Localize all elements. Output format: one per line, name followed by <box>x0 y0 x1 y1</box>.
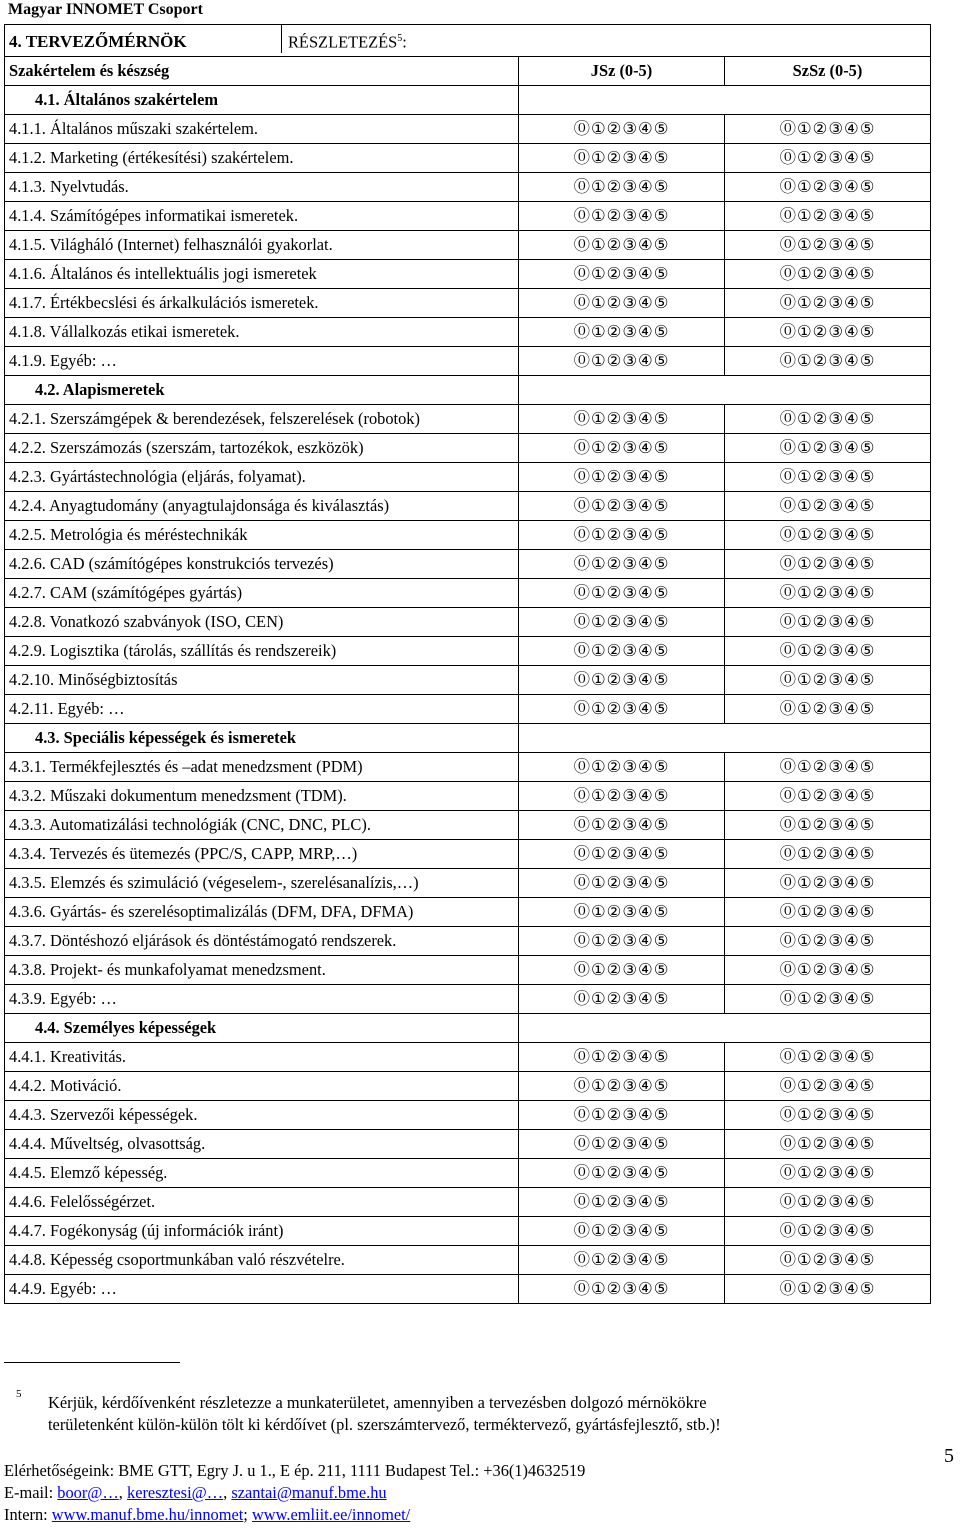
footnote-number: 5 <box>16 1388 22 1400</box>
jsz-rating-scale[interactable]: ⓪①②③④⑤ <box>519 1188 725 1217</box>
url-link-manuf[interactable]: www.manuf.bme.hu/innomet <box>51 1505 244 1524</box>
szsz-rating-scale[interactable]: ⓪①②③④⑤ <box>725 115 931 144</box>
szsz-rating-scale[interactable]: ⓪①②③④⑤ <box>725 1217 931 1246</box>
column-header-row <box>5 57 931 86</box>
jsz-rating-scale[interactable]: ⓪①②③④⑤ <box>519 1246 725 1275</box>
skill-label: 4.3.2. Műszaki dokumentum menedzsment (TDM). <box>5 782 519 811</box>
jsz-rating-scale[interactable]: ⓪①②③④⑤ <box>519 637 725 666</box>
jsz-rating-scale[interactable]: ⓪①②③④⑤ <box>519 202 725 231</box>
section-title: 4.3. Speciális képességek és ismeretek <box>5 724 519 753</box>
jsz-rating-scale[interactable]: ⓪①②③④⑤ <box>519 492 725 521</box>
szsz-rating-scale[interactable]: ⓪①②③④⑤ <box>725 1101 931 1130</box>
szsz-rating-scale[interactable]: ⓪①②③④⑤ <box>725 318 931 347</box>
skill-row <box>5 405 931 434</box>
skill-label: 4.1.4. Számítógépes informatikai ismeretek. <box>5 202 519 231</box>
section-title: 4.4. Személyes képességek <box>5 1014 519 1043</box>
szsz-rating-scale[interactable]: ⓪①②③④⑤ <box>725 956 931 985</box>
szsz-rating-scale[interactable]: ⓪①②③④⑤ <box>725 1159 931 1188</box>
szsz-rating-scale[interactable]: ⓪①②③④⑤ <box>725 637 931 666</box>
jsz-rating-scale[interactable]: ⓪①②③④⑤ <box>519 666 725 695</box>
szsz-rating-scale[interactable]: ⓪①②③④⑤ <box>725 144 931 173</box>
szsz-rating-scale[interactable]: ⓪①②③④⑤ <box>725 202 931 231</box>
szsz-rating-scale[interactable]: ⓪①②③④⑤ <box>725 1188 931 1217</box>
col-header-skill: Szakértelem és készség <box>5 57 519 86</box>
skill-row <box>5 463 931 492</box>
jsz-rating-scale[interactable]: ⓪①②③④⑤ <box>519 1043 725 1072</box>
szsz-rating-scale[interactable]: ⓪①②③④⑤ <box>725 753 931 782</box>
section-header-row <box>5 1014 931 1043</box>
contact-urls: Intern: www.manuf.bme.hu/innomet; www.emliit.ee/innomet/ <box>4 1505 411 1524</box>
szsz-rating-scale[interactable]: ⓪①②③④⑤ <box>725 260 931 289</box>
footnote-divider <box>4 1362 180 1363</box>
skill-label: 4.2.5. Metrológia és méréstechnikák <box>5 521 519 550</box>
jsz-rating-scale[interactable]: ⓪①②③④⑤ <box>519 521 725 550</box>
form-title-row <box>5 25 931 57</box>
skill-row <box>5 144 931 173</box>
skill-row <box>5 347 931 376</box>
skill-row <box>5 231 931 260</box>
skill-label: 4.2.7. CAM (számítógépes gyártás) <box>5 579 519 608</box>
form-subtitle: RÉSZLETEZÉS$^5$: <box>281 25 407 53</box>
skill-row <box>5 869 931 898</box>
skill-label: 4.3.9. Egyéb: … <box>5 985 519 1014</box>
jsz-rating-scale[interactable]: ⓪①②③④⑤ <box>519 608 725 637</box>
skill-label: 4.4.8. Képesség csoportmunkában való részvételre. <box>5 1246 519 1275</box>
szsz-rating-scale[interactable]: ⓪①②③④⑤ <box>725 173 931 202</box>
skill-label: 4.3.6. Gyártás- és szerelésoptimalizálás (DFM, DFA, DFMA) <box>5 898 519 927</box>
skill-label: 4.3.5. Elemzés és szimuláció (végeselem-, szerelésanalízis,…) <box>5 869 519 898</box>
jsz-rating-scale[interactable]: ⓪①②③④⑤ <box>519 405 725 434</box>
jsz-rating-scale[interactable]: ⓪①②③④⑤ <box>519 463 725 492</box>
skill-row <box>5 434 931 463</box>
szsz-rating-scale[interactable]: ⓪①②③④⑤ <box>725 695 931 724</box>
szsz-rating-scale[interactable]: ⓪①②③④⑤ <box>725 840 931 869</box>
jsz-rating-scale[interactable]: ⓪①②③④⑤ <box>519 869 725 898</box>
szsz-rating-scale[interactable]: ⓪①②③④⑤ <box>725 1043 931 1072</box>
skill-row <box>5 1246 931 1275</box>
skill-row <box>5 985 931 1014</box>
szsz-rating-scale[interactable]: ⓪①②③④⑤ <box>725 666 931 695</box>
skill-label: 4.1.7. Értékbecslési és árkalkulációs ismeretek. <box>5 289 519 318</box>
skill-row <box>5 1043 931 1072</box>
szsz-rating-scale[interactable]: ⓪①②③④⑤ <box>725 811 931 840</box>
skill-label: 4.1.1. Általános műszaki szakértelem. <box>5 115 519 144</box>
footnote-ref: 5 <box>397 33 403 44</box>
jsz-rating-scale[interactable]: ⓪①②③④⑤ <box>519 753 725 782</box>
skill-row <box>5 115 931 144</box>
jsz-rating-scale[interactable]: ⓪①②③④⑤ <box>519 985 725 1014</box>
skill-row <box>5 289 931 318</box>
jsz-rating-scale[interactable]: ⓪①②③④⑤ <box>519 898 725 927</box>
skill-row <box>5 637 931 666</box>
skill-row <box>5 1159 931 1188</box>
skill-row <box>5 318 931 347</box>
skill-row <box>5 782 931 811</box>
skill-label: 4.2.6. CAD (számítógépes konstrukciós tervezés) <box>5 550 519 579</box>
szsz-rating-scale[interactable]: ⓪①②③④⑤ <box>725 869 931 898</box>
skill-label: 4.4.5. Elemző képesség. <box>5 1159 519 1188</box>
jsz-rating-scale[interactable]: ⓪①②③④⑤ <box>519 550 725 579</box>
jsz-rating-scale[interactable]: ⓪①②③④⑤ <box>519 579 725 608</box>
skill-row <box>5 927 931 956</box>
skill-label: 4.4.1. Kreativitás. <box>5 1043 519 1072</box>
skill-label: 4.2.11. Egyéb: … <box>5 695 519 724</box>
skill-label: 4.3.4. Tervezés és ütemezés (PPC/S, CAPP, MRP,…) <box>5 840 519 869</box>
jsz-rating-scale[interactable]: ⓪①②③④⑤ <box>519 144 725 173</box>
skills-form-table <box>4 24 931 1304</box>
szsz-rating-scale[interactable]: ⓪①②③④⑤ <box>725 434 931 463</box>
jsz-rating-scale[interactable]: ⓪①②③④⑤ <box>519 1101 725 1130</box>
skill-label: 4.4.2. Motiváció. <box>5 1072 519 1101</box>
jsz-rating-scale[interactable]: ⓪①②③④⑤ <box>519 1130 725 1159</box>
section-title: 4.2. Alapismeretek <box>5 376 519 405</box>
skill-label: 4.3.8. Projekt- és munkafolyamat menedzsment. <box>5 956 519 985</box>
skill-label: 4.1.5. Világháló (Internet) felhasználói gyakorlat. <box>5 231 519 260</box>
skill-label: 4.4.6. Felelősségérzet. <box>5 1188 519 1217</box>
section-header-row <box>5 724 931 753</box>
skill-row <box>5 550 931 579</box>
skill-label: 4.4.7. Fogékonyság (új információk iránt) <box>5 1217 519 1246</box>
skill-row <box>5 1101 931 1130</box>
skill-row <box>5 608 931 637</box>
skill-row <box>5 666 931 695</box>
skill-label: 4.4.4. Műveltség, olvasottság. <box>5 1130 519 1159</box>
szsz-rating-scale[interactable]: ⓪①②③④⑤ <box>725 463 931 492</box>
szsz-rating-scale[interactable]: ⓪①②③④⑤ <box>725 289 931 318</box>
szsz-rating-scale[interactable]: ⓪①②③④⑤ <box>725 608 931 637</box>
szsz-rating-scale[interactable]: ⓪①②③④⑤ <box>725 898 931 927</box>
jsz-rating-scale[interactable]: ⓪①②③④⑤ <box>519 782 725 811</box>
skill-label: 4.2.3. Gyártástechnológia (eljárás, folyamat). <box>5 463 519 492</box>
skill-row <box>5 811 931 840</box>
jsz-rating-scale[interactable]: ⓪①②③④⑤ <box>519 811 725 840</box>
skill-label: 4.4.9. Egyéb: … <box>5 1275 519 1304</box>
szsz-rating-scale[interactable]: ⓪①②③④⑤ <box>725 927 931 956</box>
szsz-rating-scale[interactable]: ⓪①②③④⑤ <box>725 1130 931 1159</box>
szsz-rating-scale[interactable]: ⓪①②③④⑤ <box>725 782 931 811</box>
skill-row <box>5 1072 931 1101</box>
skill-label: 4.3.7. Döntéshozó eljárások és döntéstámogató rendszerek. <box>5 927 519 956</box>
col-header-jsz: JSz (0-5) <box>519 57 725 86</box>
jsz-rating-scale[interactable]: ⓪①②③④⑤ <box>519 1275 725 1304</box>
section-header-row <box>5 376 931 405</box>
email-link-boor[interactable]: boor@… <box>57 1483 119 1502</box>
jsz-rating-scale[interactable]: ⓪①②③④⑤ <box>519 840 725 869</box>
szsz-rating-scale[interactable]: ⓪①②③④⑤ <box>725 985 931 1014</box>
skill-row <box>5 1130 931 1159</box>
jsz-rating-scale[interactable]: ⓪①②③④⑤ <box>519 173 725 202</box>
szsz-rating-scale[interactable]: ⓪①②③④⑤ <box>725 231 931 260</box>
contact-emails: E-mail: boor@…, keresztesi@…, szantai@manuf.bme.hu <box>4 1483 387 1502</box>
skill-label: 4.1.6. Általános és intellektuális jogi ismeretek <box>5 260 519 289</box>
skill-row <box>5 492 931 521</box>
szsz-rating-scale[interactable]: ⓪①②③④⑤ <box>725 579 931 608</box>
skill-row <box>5 695 931 724</box>
skill-row <box>5 260 931 289</box>
jsz-rating-scale[interactable]: ⓪①②③④⑤ <box>519 260 725 289</box>
jsz-rating-scale[interactable]: ⓪①②③④⑤ <box>519 1159 725 1188</box>
col-header-szsz: SzSz (0-5) <box>725 57 931 86</box>
email-link-szantai[interactable]: szantai@manuf.bme.hu <box>231 1483 387 1502</box>
organization-name: Magyar INNOMET Csoport <box>8 1 203 18</box>
szsz-rating-scale[interactable]: ⓪①②③④⑤ <box>725 405 931 434</box>
skill-row <box>5 898 931 927</box>
skill-label: 4.2.9. Logisztika (tárolás, szállítás és rendszereik) <box>5 637 519 666</box>
skill-label: 4.2.10. Minőségbiztosítás <box>5 666 519 695</box>
skill-label: 4.4.3. Szervezői képességek. <box>5 1101 519 1130</box>
szsz-rating-scale[interactable]: ⓪①②③④⑤ <box>725 1246 931 1275</box>
jsz-rating-scale[interactable]: ⓪①②③④⑤ <box>519 434 725 463</box>
skill-row <box>5 202 931 231</box>
skill-row <box>5 753 931 782</box>
skill-label: 4.1.3. Nyelvtudás. <box>5 173 519 202</box>
skill-label: 4.3.3. Automatizálási technológiák (CNC, DNC, PLC). <box>5 811 519 840</box>
skill-label: 4.2.4. Anyagtudomány (anyagtulajdonsága és kiválasztás) <box>5 492 519 521</box>
skill-row <box>5 840 931 869</box>
szsz-rating-scale[interactable]: ⓪①②③④⑤ <box>725 1072 931 1101</box>
szsz-rating-scale[interactable]: ⓪①②③④⑤ <box>725 521 931 550</box>
skill-row <box>5 1275 931 1304</box>
skill-row <box>5 579 931 608</box>
skill-label: 4.2.2. Szerszámozás (szerszám, tartozékok, eszközök) <box>5 434 519 463</box>
skill-row <box>5 521 931 550</box>
jsz-rating-scale[interactable]: ⓪①②③④⑤ <box>519 695 725 724</box>
page-number: 5 <box>944 1445 954 1467</box>
form-title: 4. TERVEZŐMÉRNÖK <box>9 32 187 52</box>
szsz-rating-scale[interactable]: ⓪①②③④⑤ <box>725 1275 931 1304</box>
footnote-text: Kérjük, kérdőívenként részletezze a munkaterületet, amennyiben a tervezésben dolgozó mérnökökre területenként külön-külön tölt ki kérdőívet (pl. szerszámtervező, terméktervező, gyártásfejlesztő, stb.)! <box>48 1393 721 1434</box>
skill-row <box>5 1217 931 1246</box>
jsz-rating-scale[interactable]: ⓪①②③④⑤ <box>519 318 725 347</box>
jsz-rating-scale[interactable]: ⓪①②③④⑤ <box>519 347 725 376</box>
jsz-rating-scale[interactable]: ⓪①②③④⑤ <box>519 927 725 956</box>
url-link-emliit[interactable]: www.emliit.ee/innomet/ <box>251 1505 411 1524</box>
skill-label: 4.1.9. Egyéb: … <box>5 347 519 376</box>
szsz-rating-scale[interactable]: ⓪①②③④⑤ <box>725 550 931 579</box>
email-link-keresztesi[interactable]: keresztesi@… <box>127 1483 224 1502</box>
section-title: 4.1. Általános szakértelem <box>5 86 519 115</box>
szsz-rating-scale[interactable]: ⓪①②③④⑤ <box>725 347 931 376</box>
szsz-rating-scale[interactable]: ⓪①②③④⑤ <box>725 492 931 521</box>
contact-info <box>4 1460 585 1526</box>
skill-row <box>5 1188 931 1217</box>
jsz-rating-scale[interactable]: ⓪①②③④⑤ <box>519 115 725 144</box>
skill-row <box>5 173 931 202</box>
jsz-rating-scale[interactable]: ⓪①②③④⑤ <box>519 956 725 985</box>
skill-label: 4.1.8. Vállalkozás etikai ismeretek. <box>5 318 519 347</box>
section-header-row <box>5 86 931 115</box>
jsz-rating-scale[interactable]: ⓪①②③④⑤ <box>519 289 725 318</box>
skill-row <box>5 956 931 985</box>
skill-label: 4.3.1. Termékfejlesztés és –adat menedzsment (PDM) <box>5 753 519 782</box>
contact-address: Elérhetőségeink: BME GTT, Egry J. u 1., E ép. 211, 1111 Budapest Tel.: +36(1)4632519 <box>4 1461 586 1480</box>
jsz-rating-scale[interactable]: ⓪①②③④⑤ <box>519 1217 725 1246</box>
skill-label: 4.1.2. Marketing (értékesítési) szakértelem. <box>5 144 519 173</box>
skill-label: 4.2.8. Vonatkozó szabványok (ISO, CEN) <box>5 608 519 637</box>
jsz-rating-scale[interactable]: ⓪①②③④⑤ <box>519 1072 725 1101</box>
jsz-rating-scale[interactable]: ⓪①②③④⑤ <box>519 231 725 260</box>
skill-label: 4.2.1. Szerszámgépek & berendezések, felszerelések (robotok) <box>5 405 519 434</box>
